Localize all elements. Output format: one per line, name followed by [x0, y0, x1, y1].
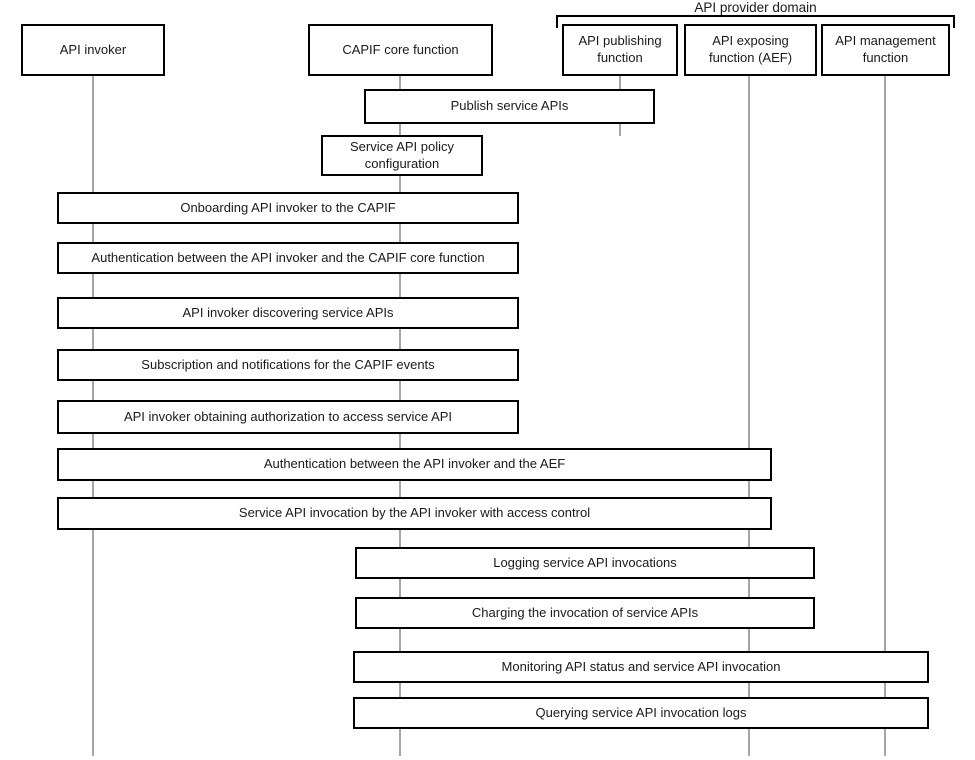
actor-box-api-publishing-function — [562, 24, 678, 76]
process-label: Authentication between the API invoker and the AEF — [263, 456, 566, 472]
process-label: Querying service API invocation logs — [535, 704, 747, 720]
process-box-service-api-policy-config — [321, 135, 483, 176]
process-box-subscription-notifications — [57, 349, 519, 381]
actor-label: API publishing function — [578, 33, 662, 65]
process-label: API invoker discovering service APIs — [182, 304, 394, 320]
process-box-authentication-aef — [57, 448, 772, 481]
process-box-charging-invocation — [355, 597, 815, 629]
process-box-service-api-invocation — [57, 497, 772, 530]
process-label: Authentication between the API invoker and the CAPIF core function — [91, 249, 485, 265]
process-label: Publish service APIs — [450, 98, 569, 114]
actor-box-capif-core-function — [308, 24, 493, 76]
actor-box-api-exposing-function — [684, 24, 817, 76]
process-box-querying-invocation-logs — [353, 697, 929, 729]
process-label: Monitoring API status and service API invocation — [501, 658, 781, 674]
process-label: Service API policy configuration — [349, 139, 455, 171]
actor-label: API invoker — [59, 41, 127, 57]
actor-box-api-invoker — [21, 24, 165, 76]
actor-label: API management function — [835, 33, 936, 65]
api-provider-domain-label: API provider domain — [694, 0, 817, 15]
process-box-publish-service-apis — [364, 89, 655, 124]
process-label: Subscription and notifications for the CAPIF events — [141, 356, 435, 372]
process-box-discovering-service-apis — [57, 297, 519, 329]
process-box-monitoring-api-status — [353, 651, 929, 683]
process-label: Charging the invocation of service APIs — [471, 604, 699, 620]
process-label: Logging service API invocations — [493, 554, 677, 570]
actor-label: CAPIF core function — [342, 41, 459, 57]
process-label: Service API invocation by the API invoker with access control — [238, 505, 591, 521]
process-box-obtaining-authorization — [57, 400, 519, 434]
process-box-logging-invocations — [355, 547, 815, 579]
actor-label: API exposing function (AEF) — [708, 33, 793, 65]
process-label: Onboarding API invoker to the CAPIF — [180, 199, 396, 215]
process-label: API invoker obtaining authorization to access service API — [123, 408, 453, 424]
process-box-onboarding-api-invoker — [57, 192, 519, 224]
actor-box-api-management-function — [821, 24, 950, 76]
process-box-authentication-capif — [57, 242, 519, 274]
